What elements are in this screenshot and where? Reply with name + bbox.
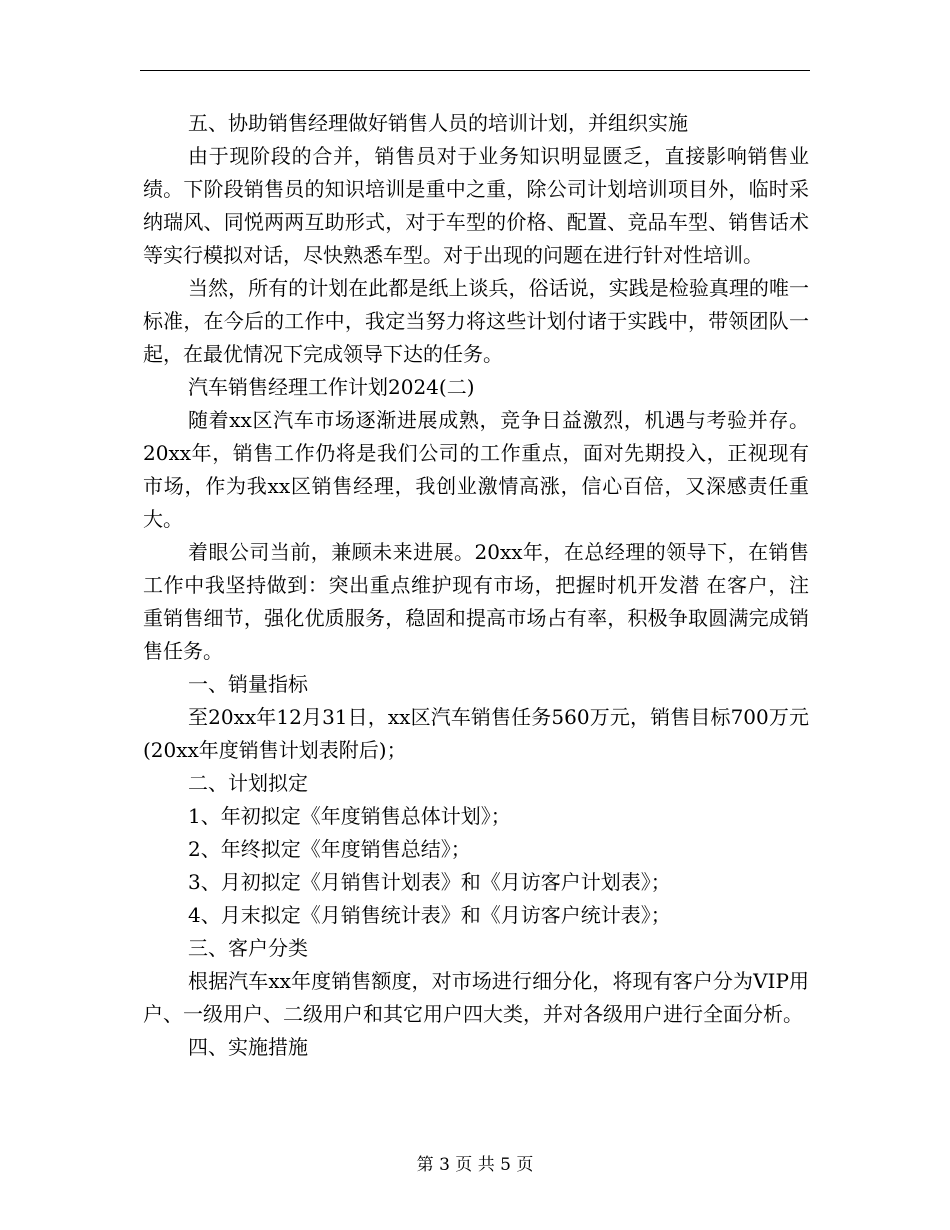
list-item: 1、年初拟定《年度销售总体计划》； [188,804,511,828]
list-item: 3、月初拟定《月销售计划表》和《月访客户计划表》； [188,870,671,894]
paragraph: 至20xx年12月31日，xx区汽车销售任务560万元，销售目标700万元(20xx年度销售计划表附后)； [143,705,809,762]
paragraph: 五、协助销售经理做好销售人员的培训计划，并组织实施 [188,111,688,135]
list-item: 4、月末拟定《月销售统计表》和《月访客户统计表》； [188,903,671,927]
paragraph: 根据汽车xx年度销售额度，对市场进行细分化，将现有客户分为VIP用户、一级用户、二级用户和其它用户四大类，并对各级用户进行全面分析。 [143,969,809,1026]
footer-current-page: 3 [439,1155,450,1175]
paragraph: 当然，所有的计划在此都是纸上谈兵，俗话说，实践是检验真理的唯一标准，在今后的工作中，我定当努力将这些计划付诸于实践中，带领团队一起，在最优情况下完成领导下达的任务。 [143,276,809,366]
footer-middle: 页 共 [455,1155,495,1175]
list-item: 2、年终拟定《年度销售总结》； [188,837,471,861]
heading: 四、实施措施 [188,1035,308,1059]
paragraph: 着眼公司当前，兼顾未来进展。20xx年，在总经理的领导下，在销售工作中我坚持做到：突出重点维护现有市场，把握时机开发潜 在客户，注重销售细节，强化优质服务，稳固和提高市场占有率，积极争取圆满完成销售任务。 [143,540,809,663]
heading: 二、计划拟定 [188,771,308,795]
paragraph: 随着xx区汽车市场逐渐进展成熟，竞争日益激烈，机遇与考验并存。20xx年，销售工作仍将是我们公司的工作重点，面对先期投入，正视现有市场，作为我xx区销售经理，我创业激情高涨，信心百倍，又深感责任重大。 [143,408,809,531]
paragraph: 由于现阶段的合并，销售员对于业务知识明显匮乏，直接影响销售业绩。下阶段销售员的知识培训是重中之重，除公司计划培训项目外，临时采纳瑞风、同悦两两互助形式，对于车型的价格、配置、竞品车型、销售话术等实行模拟对话，尽快熟悉车型。对于出现的问题在进行针对性培训。 [143,144,809,267]
document-body [143,107,809,1064]
heading: 三、客户分类 [188,936,308,960]
section-title: 汽车销售经理工作计划2024(二) [188,375,475,399]
page-footer [0,1150,950,1175]
header-rule [140,70,810,71]
footer-suffix: 页 [516,1155,534,1175]
footer-prefix: 第 [416,1155,434,1175]
footer-total-pages: 5 [500,1155,511,1175]
heading: 一、销量指标 [188,672,308,696]
